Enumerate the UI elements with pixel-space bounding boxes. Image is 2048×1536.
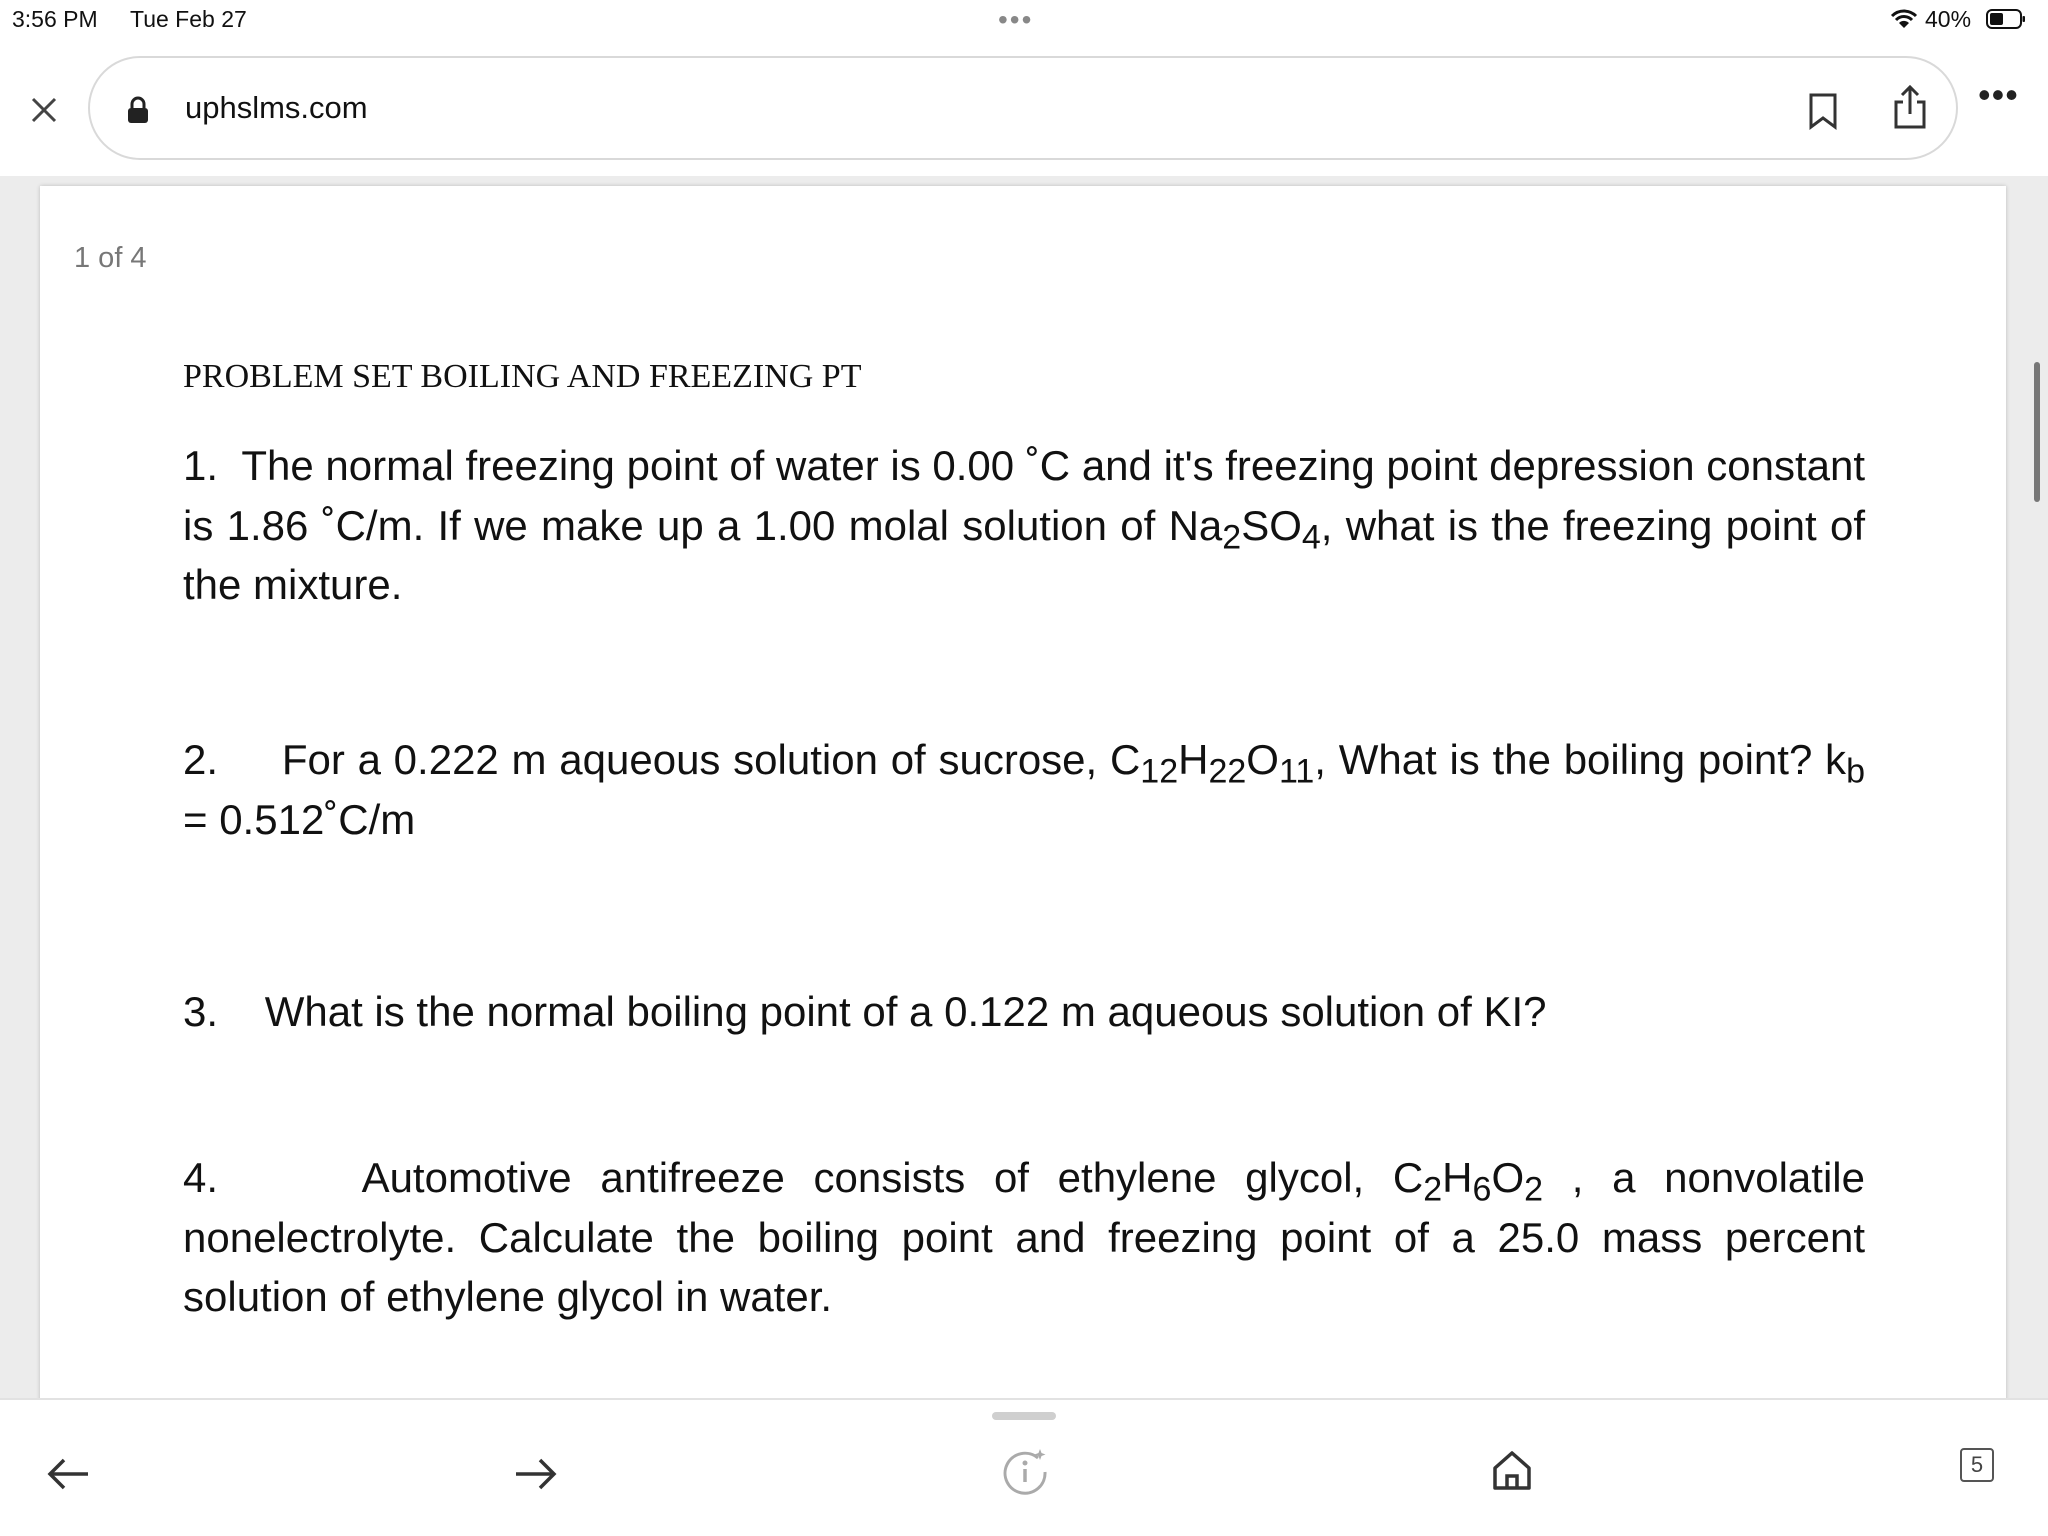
problem-number: 2. — [183, 736, 219, 783]
document-page — [40, 186, 2006, 1416]
subscript: 6 — [1472, 1170, 1492, 1209]
subscript: 2 — [1524, 1170, 1544, 1209]
bookmark-icon[interactable] — [1806, 92, 1840, 130]
problem-text: O — [1246, 736, 1279, 783]
problem-number: 3. — [183, 988, 219, 1035]
status-date: Tue Feb 27 — [130, 6, 247, 32]
tabs-button[interactable]: 5 — [1960, 1448, 1994, 1482]
problem-text: = 0.512˚C/m — [183, 795, 416, 843]
problem-text: SO — [1241, 501, 1302, 549]
subscript: 12 — [1140, 752, 1179, 791]
status-time: 3:56 PM — [12, 6, 98, 32]
problem-2 — [183, 730, 1865, 849]
subscript: b — [1846, 752, 1865, 791]
problem-text: For a 0.222 m aqueous solution of sucrose, C — [281, 736, 1141, 783]
battery-percent: 40% — [1925, 6, 1972, 32]
bottom-toolbar — [0, 1398, 2048, 1536]
forward-arrow-icon[interactable] — [512, 1454, 560, 1494]
problem-text: What is the normal boiling point of a 0.122 m aqueous solution of KI? — [264, 988, 1547, 1035]
close-icon[interactable] — [22, 88, 66, 132]
back-arrow-icon[interactable] — [44, 1454, 92, 1494]
problem-1 — [183, 436, 1865, 615]
problem-text: , what is the freezing point of the mixture. — [183, 501, 1865, 609]
problem-text: O — [1491, 1154, 1525, 1201]
lock-icon — [126, 96, 150, 124]
document-viewer[interactable] — [0, 176, 2048, 1398]
share-icon[interactable] — [1890, 84, 1930, 130]
document-heading: PROBLEM SET BOILING AND FREEZING PT — [183, 358, 862, 395]
page-info-icon[interactable] — [1000, 1446, 1050, 1496]
problem-text: H — [1178, 736, 1209, 783]
subscript: 4 — [1301, 518, 1321, 557]
browser-address-row — [0, 44, 2048, 176]
problem-4 — [183, 1148, 1865, 1327]
problem-text: Automotive antifreeze consists of ethylene glycol, C — [361, 1154, 1424, 1201]
status-bar — [0, 0, 2048, 44]
url-text: uphslms.com — [185, 90, 368, 125]
page-indicator: 1 of 4 — [74, 242, 147, 274]
problem-number: 4. — [183, 1154, 219, 1201]
problem-text: H — [1442, 1154, 1473, 1201]
wifi-icon — [1890, 8, 1918, 30]
multitasking-dots[interactable]: ••• — [998, 4, 1034, 35]
problem-3 — [183, 982, 1865, 1042]
more-options-button[interactable]: ••• — [1978, 74, 2019, 115]
subscript: 2 — [1222, 518, 1242, 557]
problem-text: , a nonvolatile nonelectrolyte. Calculate the boiling point and freezing point of a 25.0 mass percent solution of ethylene glycol in water. — [183, 1154, 1865, 1321]
toolbar-handle[interactable] — [992, 1412, 1056, 1420]
battery-icon — [1986, 9, 2026, 29]
address-bar[interactable] — [88, 56, 1958, 160]
scrollbar[interactable] — [2034, 362, 2040, 502]
subscript: 22 — [1208, 752, 1247, 791]
home-icon[interactable] — [1490, 1448, 1534, 1492]
problem-text: The normal freezing point of water is 0.00 ˚C and it's freezing point depression constant is 1.86 ˚C/m. If we make up a 1.00 molal solution of Na — [183, 442, 1866, 549]
problem-text: , What is the boiling point? k — [1314, 736, 1847, 783]
subscript: 2 — [1423, 1170, 1443, 1209]
problem-number: 1. — [183, 442, 219, 489]
subscript: 11 — [1278, 752, 1315, 791]
